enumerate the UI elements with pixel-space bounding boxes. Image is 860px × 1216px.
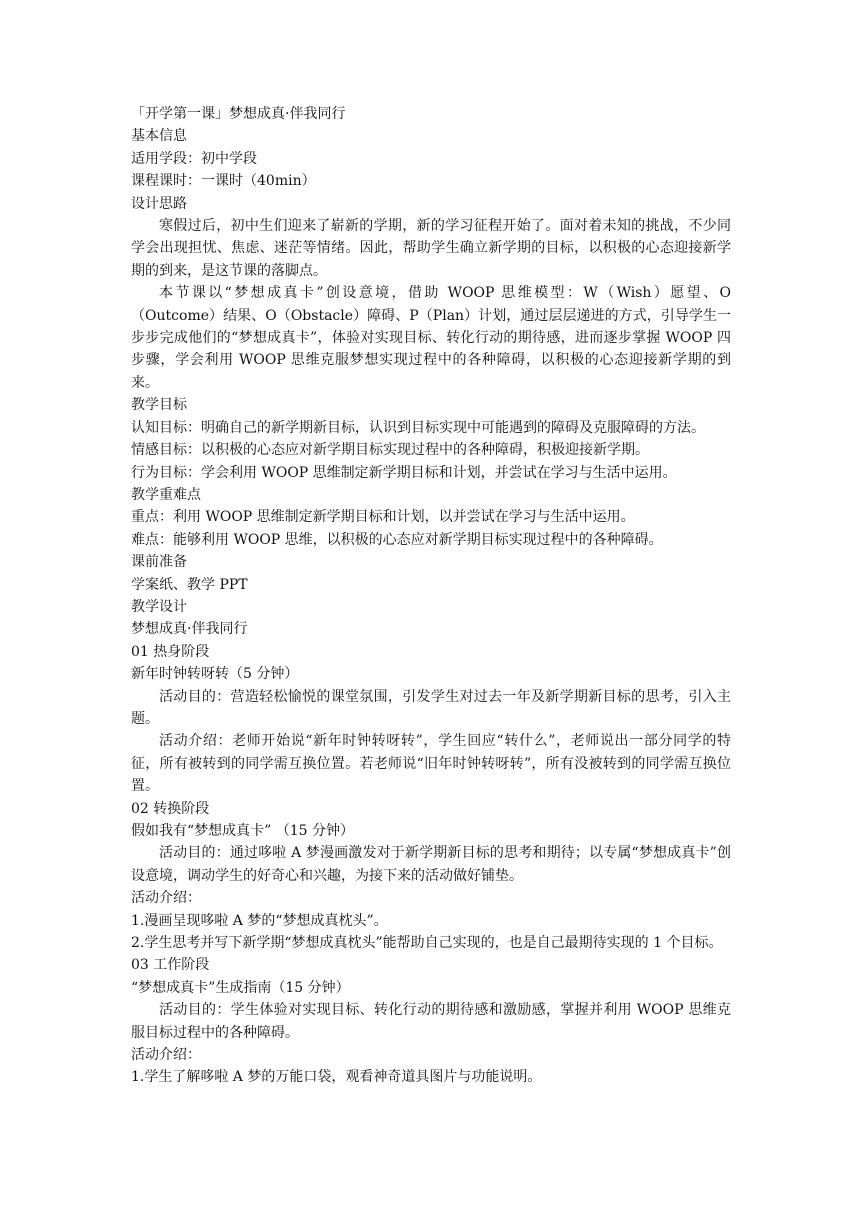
- stage-2-step-1: 1.漫画呈现哆啦 A 梦的“梦想成真枕头”。: [131, 912, 388, 929]
- design-paragraph-2: 本节课以“梦想成真卡”创设意境，借助 WOOP 思维模型：W（Wish）愿望、O（Outcome）结果、O（Obstacle）障碍、P（Plan）计划，通过层层递进的方式，引导学生一步步完成他们的“梦想成真卡”，体验对实现目标、转化行动的期待感，进而逐步掌握 WOOP 四步骤，学会利用 WOOP 思维克服梦想实现过程中的各种障碍，以积极的心态迎接新学期的到来。: [131, 285, 731, 391]
- section-heading-teaching-design: 教学设计: [131, 598, 187, 615]
- document-title: 「开学第一课」梦想成真·伴我同行: [131, 106, 346, 122]
- prep-line: 学案纸、教学 PPT: [131, 576, 248, 593]
- document-body: [131, 103, 731, 1089]
- section-heading-basic-info: 基本信息: [131, 128, 187, 145]
- stage-1-heading: 01 热身阶段: [131, 643, 210, 660]
- section-heading-prep: 课前准备: [131, 554, 187, 571]
- stage-3-heading: 03 工作阶段: [131, 957, 210, 974]
- goal-emotional: 情感目标：以积极的心态应对新学期目标实现过程中的各种障碍，积极迎接新学期。: [131, 442, 649, 459]
- stage-2-heading: 02 转换阶段: [131, 800, 210, 817]
- section-heading-goals: 教学目标: [131, 397, 187, 414]
- stage-2-intro-label: 活动介绍：: [131, 890, 201, 907]
- stage-2-step-2: 2.学生思考并写下新学期“梦想成真枕头”能帮助自己实现的，也是自己最期待实现的 1 个目标。: [131, 935, 723, 952]
- stage-3-step-1: 1.学生了解哆啦 A 梦的万能口袋，观看神奇道具图片与功能说明。: [131, 1069, 542, 1086]
- teaching-design-title: 梦想成真·伴我同行: [131, 621, 248, 638]
- goal-behavior: 行为目标：学会利用 WOOP 思维制定新学期目标和计划，并尝试在学习与生活中运用。: [131, 464, 677, 481]
- stage-1-activity: 新年时钟转呀转（5 分钟）: [131, 666, 299, 683]
- keypoint-line: 重点：利用 WOOP 思维制定新学期目标和计划，以并尝试在学习与生活中运用。: [131, 509, 635, 526]
- stage-1-intro: 活动介绍：老师开始说“新年时钟转呀转”，学生回应“转什么”，老师说出一部分同学的特征，所有被转到的同学需互换位置。若老师说“旧年时钟转呀转”，所有没被转到的同学需互换位置。: [131, 733, 731, 795]
- goal-cognitive: 认知目标：明确自己的新学期新目标，认识到目标实现中可能遇到的障碍及克服障碍的方法。: [131, 419, 705, 436]
- grade-line: 适用学段：初中学段: [131, 150, 257, 167]
- section-heading-design: 设计思路: [131, 195, 187, 212]
- stage-3-activity: “梦想成真卡”生成指南（15 分钟）: [131, 979, 350, 996]
- stage-2-activity: 假如我有“梦想成真卡” （15 分钟）: [131, 823, 355, 839]
- section-heading-keypoints: 教学重难点: [131, 486, 201, 503]
- stage-3-purpose: 活动目的：学生体验对实现目标、转化行动的期待感和激励感，掌握并利用 WOOP 思维克服目标过程中的各种障碍。: [131, 1002, 731, 1041]
- stage-2-purpose: 活动目的：通过哆啦 A 梦漫画激发对于新学期新目标的思考和期待；以专属“梦想成真卡”创设意境，调动学生的好奇心和兴趣，为接下来的活动做好铺垫。: [131, 845, 731, 884]
- duration-line: 课程课时：一课时（40min）: [131, 173, 316, 190]
- difficulty-line: 难点：能够利用 WOOP 思维，以积极的心态应对新学期目标实现过程中的各种障碍。: [131, 531, 663, 548]
- stage-1-purpose: 活动目的：营造轻松愉悦的课堂氛围，引发学生对过去一年及新学期新目标的思考，引入主题。: [131, 688, 731, 727]
- design-paragraph-1: 寒假过后，初中生们迎来了崭新的学期，新的学习征程开始了。面对着未知的挑战，不少同学会出现担忧、焦虑、迷茫等情绪。因此，帮助学生确立新学期的目标，以积极的心态迎接新学期的到来，是这节课的落脚点。: [131, 218, 731, 279]
- stage-3-intro-label: 活动介绍：: [131, 1047, 201, 1064]
